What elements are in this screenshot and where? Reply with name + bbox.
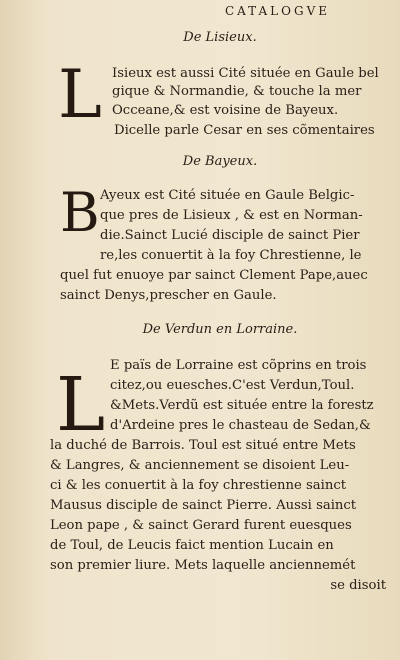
drop-cap-l: L bbox=[58, 56, 102, 133]
text-line: Occeane,& est voisine de Bayeux. bbox=[112, 103, 339, 118]
text-line: Leon pape , & sainct Gerard furent euesques bbox=[50, 518, 352, 533]
section-heading-bayeux: De Bayeux. bbox=[182, 154, 258, 169]
text-line: sainct Denys,prescher en Gaule. bbox=[60, 288, 277, 303]
text-line: ci & les conuertit à la foy chrestienne sainct bbox=[50, 478, 347, 493]
text-line: quel fut enuoye par sainct Clement Pape,auec bbox=[60, 268, 368, 283]
text-line: d'Ardeine pres le chasteau de Sedan,& bbox=[110, 418, 371, 433]
text-line: son premier liure. Mets laquelle anciennemét bbox=[50, 558, 356, 573]
text-line: Ayeux est Cité située en Gaule Belgic- bbox=[100, 188, 355, 203]
drop-cap-b: B bbox=[60, 181, 100, 244]
text-line: citez,ou euesches.C'est Verdun,Toul. bbox=[110, 378, 355, 393]
section-heading-lisieux: De Lisieux. bbox=[183, 30, 257, 45]
text-line: re,les conuertit à la foy Chrestienne, le bbox=[100, 248, 362, 263]
section-heading-verdun: De Verdun en Lorraine. bbox=[142, 322, 298, 337]
text-line: la duché de Barrois. Toul est situé entre Mets bbox=[50, 438, 356, 453]
text-line: Mausus disciple de sainct Pierre. Aussi sainct bbox=[50, 498, 357, 513]
running-head: CATALOGVE bbox=[224, 4, 330, 18]
text-line: que pres de Lisieux , & est en Norman- bbox=[100, 208, 363, 223]
drop-cap-l: L bbox=[56, 362, 106, 448]
text-line: die.Sainct Lucié disciple de sainct Pier bbox=[100, 228, 360, 243]
text-line: &Mets.Verdũ est située entre la forestz bbox=[110, 398, 374, 413]
catchword: se disoit bbox=[330, 578, 386, 593]
text-line: & Langres, & anciennement se disoient Leu- bbox=[50, 458, 350, 473]
text-line: Isieux est aussi Cité située en Gaule bel bbox=[112, 66, 379, 81]
text-line: gique & Normandie, & touche la mer bbox=[112, 84, 362, 99]
text-line: E païs de Lorraine est cõprins en trois bbox=[110, 358, 367, 373]
text-line: de Toul, de Leucis faict mention Lucain en bbox=[50, 538, 334, 553]
text-line: Dicelle parle Cesar en ses cõmentaires bbox=[114, 123, 375, 138]
